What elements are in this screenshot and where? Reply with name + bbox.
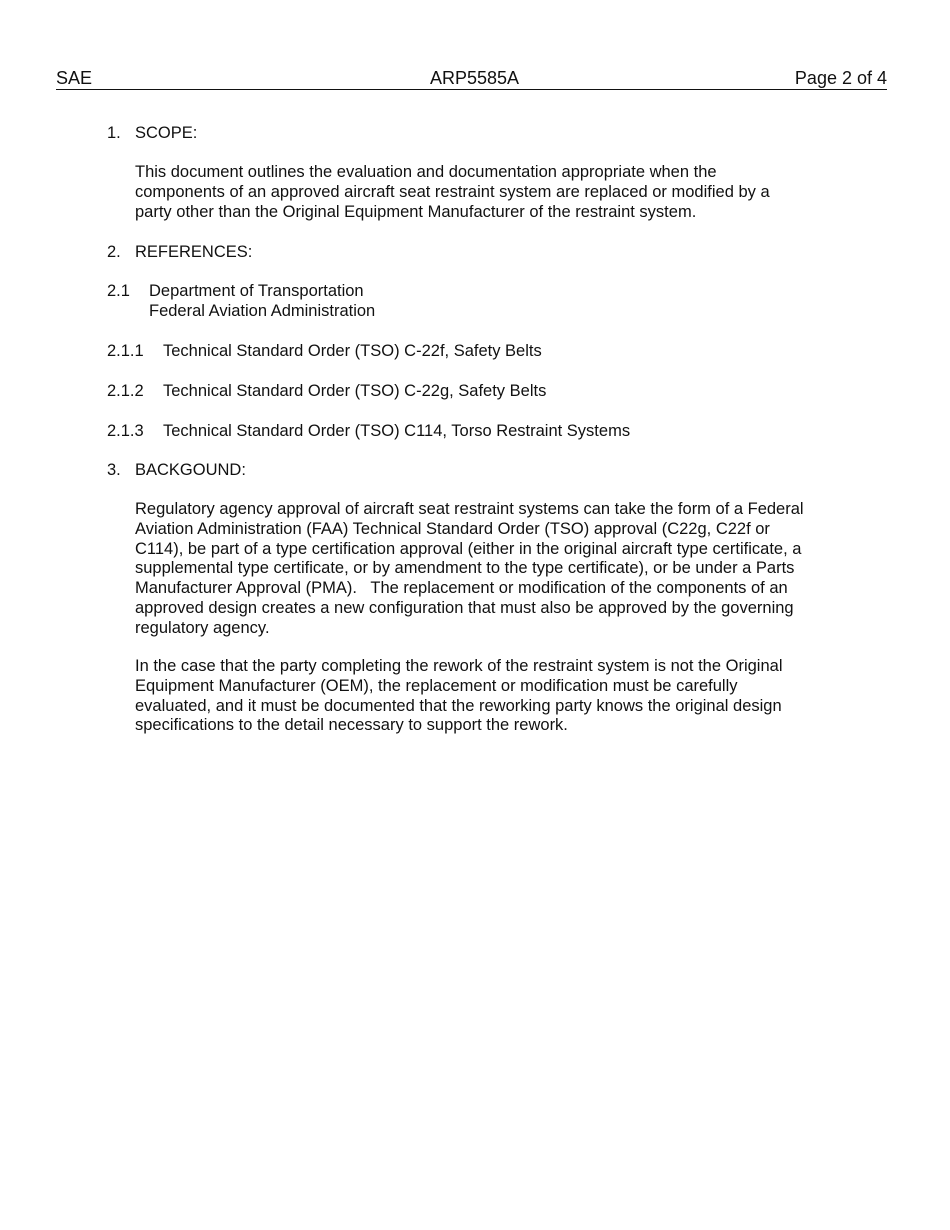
paragraph-line: party other than the Original Equipment Manufacturer of the restraint system.	[135, 202, 697, 221]
section-title: SCOPE:	[135, 124, 198, 142]
paragraph-line: regulatory agency.	[135, 618, 270, 637]
scope-paragraph	[135, 163, 835, 222]
reference-agency-sub: Federal Aviation Administration	[149, 302, 376, 320]
reference-text: Technical Standard Order (TSO) C114, Torso Restraint Systems	[163, 422, 631, 440]
section-number: 2.	[107, 243, 121, 261]
paragraph-line: Aviation Administration (FAA) Technical Standard Order (TSO) approval (C22g, C22f or	[135, 519, 770, 538]
paragraph-line: specifications to the detail necessary to support the rework.	[135, 716, 568, 735]
reference-number: 2.1.1	[107, 342, 144, 360]
reference-agency: Department of Transportation	[149, 282, 364, 300]
header-page-number: Page 2 of 4	[794, 68, 887, 88]
section-number: 3.	[107, 461, 121, 479]
page-header	[56, 67, 887, 90]
reference-number: 2.1	[107, 282, 130, 300]
paragraph-line: Manufacturer Approval (PMA). The replacement or modification of the components of an	[135, 579, 788, 598]
section-number: 1.	[107, 124, 121, 142]
paragraph-line: supplemental type certificate, or by amendment to the type certificate), or be under a Parts	[135, 559, 795, 578]
section-title: BACKGOUND:	[135, 461, 246, 479]
section-title: REFERENCES:	[135, 243, 253, 261]
paragraph-line: Regulatory agency approval of aircraft seat restraint systems can take the form of a Federal	[135, 500, 804, 518]
paragraph-line: C114), be part of a type certification approval (either in the original aircraft type certificate, a	[135, 539, 802, 558]
reference-number: 2.1.3	[107, 422, 144, 440]
paragraph-line: evaluated, and it must be documented that the reworking party knows the original design	[135, 696, 782, 715]
paragraph-line: Equipment Manufacturer (OEM), the replacement or modification must be carefully	[135, 676, 738, 695]
reference-text: Technical Standard Order (TSO) C-22g, Safety Belts	[163, 382, 547, 400]
header-org: SAE	[56, 68, 93, 88]
header-document-number: ARP5585A	[430, 68, 520, 88]
background-paragraph-2	[135, 657, 835, 736]
paragraph-line: This document outlines the evaluation and documentation appropriate when the	[135, 163, 717, 181]
paragraph-line: components of an approved aircraft seat restraint system are replaced or modified by a	[135, 182, 770, 201]
paragraph-line: approved design creates a new configuration that must also be approved by the governing	[135, 598, 794, 617]
reference-number: 2.1.2	[107, 382, 144, 400]
background-paragraph-1	[135, 500, 835, 639]
paragraph-line: In the case that the party completing the rework of the restraint system is not the Original	[135, 657, 783, 675]
reference-text: Technical Standard Order (TSO) C-22f, Safety Belts	[163, 342, 542, 360]
